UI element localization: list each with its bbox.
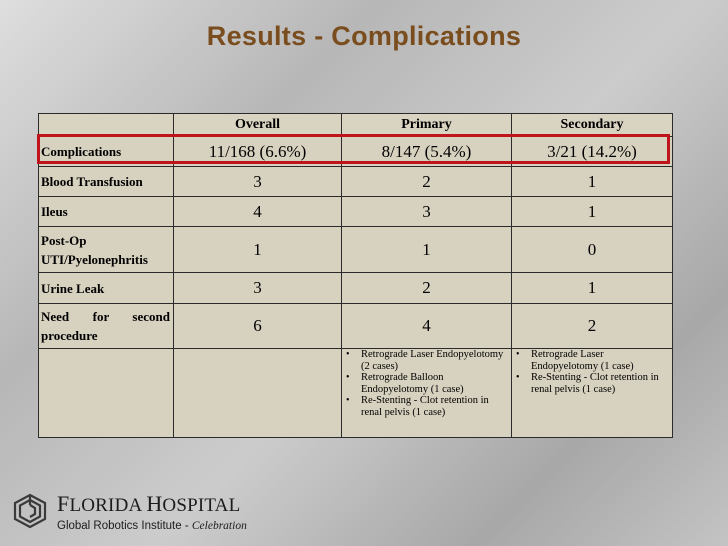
notes-secondary-cell [512,349,673,438]
table-row-blood-transfusion [39,167,673,197]
slide-title: Results - Complications [206,21,522,51]
cell-overall: 11/168 (6.6%) [174,137,342,167]
row-label: Blood Transfusion [39,167,174,197]
cell-primary: 8/147 (5.4%) [342,137,512,167]
list-item: • Re-Stenting - Clot retention in renal pelvis (1 case) [512,372,672,395]
table-row-second-procedure [39,304,673,349]
cell-primary: 4 [342,304,512,349]
primary-notes-list [342,349,511,418]
cell-secondary: 1 [512,273,673,304]
header-empty-cell [39,114,174,137]
cell-primary: 2 [342,273,512,304]
row-label: Post-Op UTI/Pyelonephritis [39,227,174,273]
cell-secondary: 1 [512,167,673,197]
cell-primary: 3 [342,197,512,227]
header-primary: Primary [342,114,512,137]
cell-secondary: 1 [512,197,673,227]
table-header-row [39,114,673,137]
cell-secondary: 0 [512,227,673,273]
table-row-notes [39,349,673,438]
cell-secondary: 3/21 (14.2%) [512,137,673,167]
brand-name: FLORIDA HOSPITAL [57,491,241,516]
cell-secondary: 2 [512,304,673,349]
row-label: Urine Leak [39,273,174,304]
cell-overall: 4 [174,197,342,227]
table-row-urine-leak [39,273,673,304]
list-item: • Retrograde Laser Endopyelotomy (1 case) [512,349,672,372]
cell-overall: 1 [174,227,342,273]
notes-empty-cell [39,349,174,438]
secondary-notes-list [512,349,672,395]
header-overall: Overall [174,114,342,137]
list-item: • Retrograde Laser Endopyelotomy (2 cases) [342,349,511,372]
cell-overall: 6 [174,304,342,349]
row-label: Need for second procedure [39,304,174,349]
florida-hospital-logo-icon [12,493,48,529]
cell-overall: 3 [174,273,342,304]
table-row-complications [39,137,673,167]
list-item: • Re-Stenting - Clot retention in renal pelvis (1 case) [342,395,511,418]
row-label: Ileus [39,197,174,227]
cell-primary: 2 [342,167,512,197]
brand-subtitle: Global Robotics Institute - Celebration [57,520,247,532]
notes-primary-cell [342,349,512,438]
florida-hospital-brand [57,491,247,533]
row-label: Complications [39,137,174,167]
table-row-ileus [39,197,673,227]
cell-overall: 3 [174,167,342,197]
notes-empty-cell [174,349,342,438]
list-item: • Retrograde Balloon Endopyelotomy (1 case) [342,372,511,395]
cell-primary: 1 [342,227,512,273]
complications-table [38,113,673,438]
header-secondary: Secondary [512,114,673,137]
table-row-uti [39,227,673,273]
